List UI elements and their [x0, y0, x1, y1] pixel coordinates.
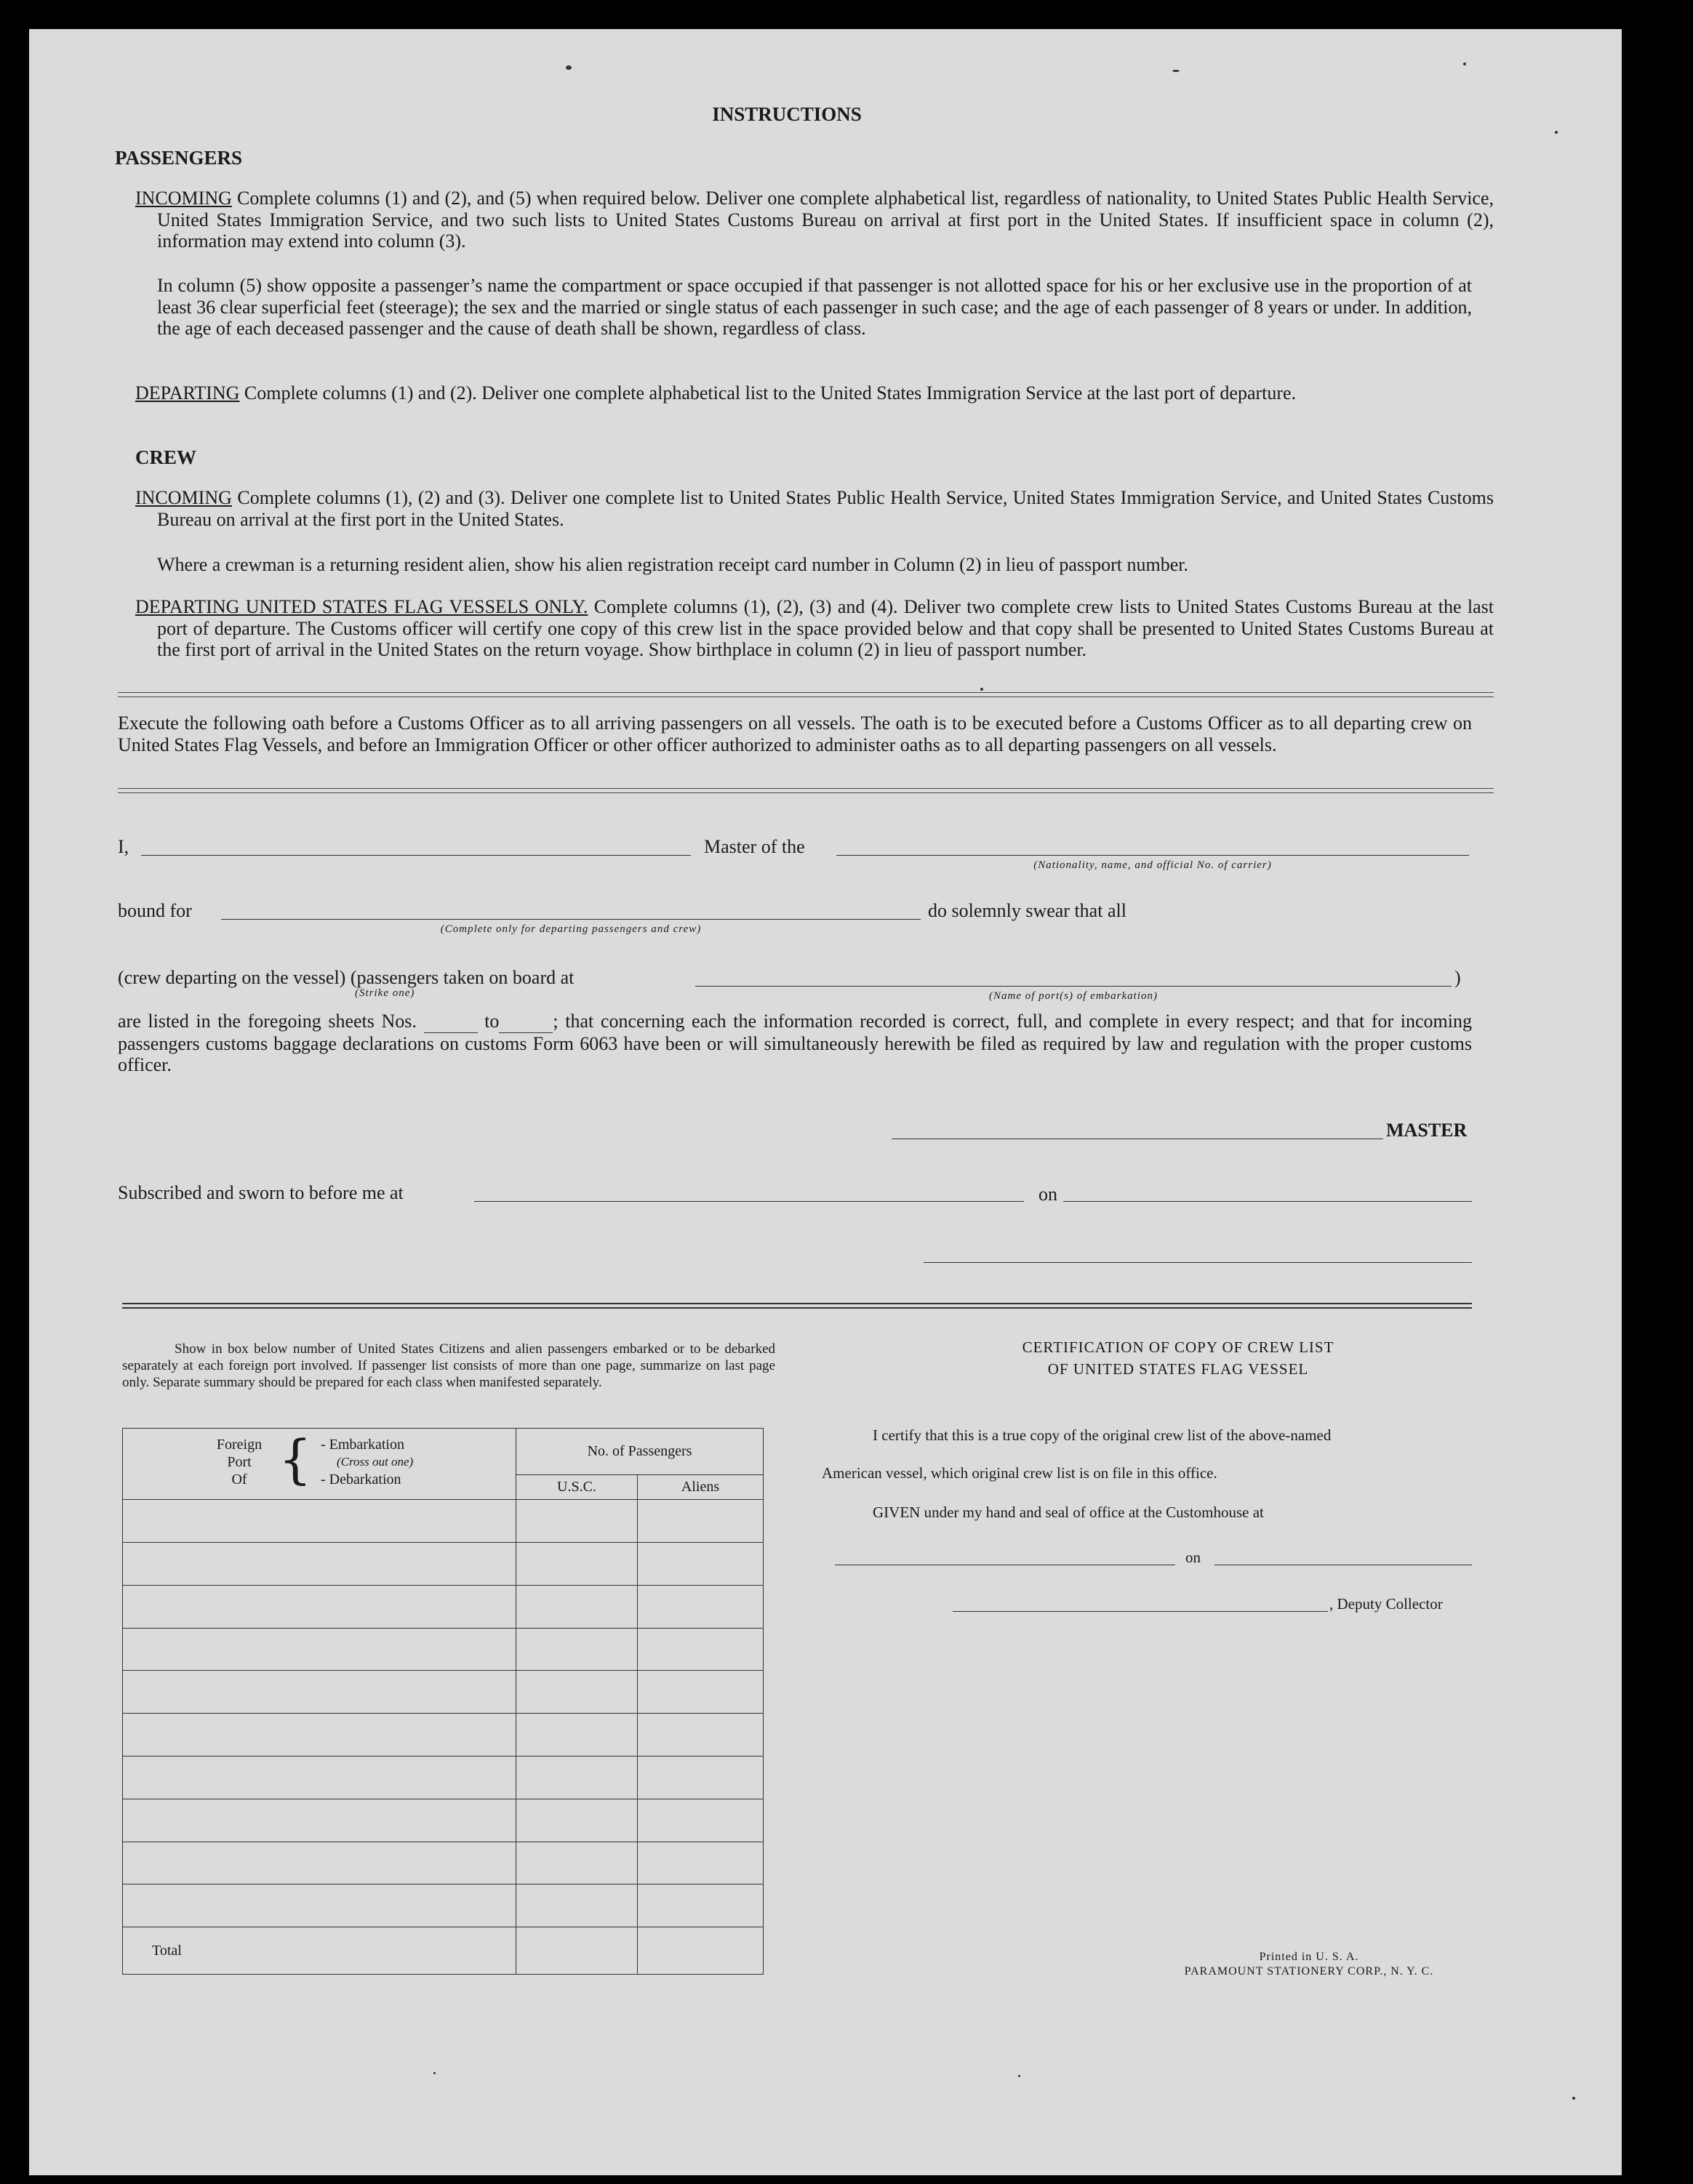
- table-row: [123, 1842, 764, 1884]
- debarkation-label: - Debarkation: [321, 1472, 401, 1488]
- crew-incoming-paragraph: [135, 487, 1494, 530]
- swear-text: do solemnly swear that all: [928, 900, 1126, 921]
- port-cell[interactable]: [123, 1756, 516, 1799]
- table-row: [123, 1500, 764, 1543]
- aliens-cell[interactable]: [638, 1884, 764, 1927]
- certify-on-label: on: [1185, 1549, 1201, 1566]
- certification-title-line2: OF UNITED STATES FLAG VESSEL: [1047, 1360, 1309, 1378]
- aliens-cell[interactable]: [638, 1799, 764, 1842]
- aliens-cell[interactable]: [638, 1756, 764, 1799]
- port-cell[interactable]: [123, 1842, 516, 1884]
- port-cell[interactable]: [123, 1714, 516, 1757]
- passengers-departing-paragraph: [135, 382, 1494, 404]
- port-cell[interactable]: [123, 1884, 516, 1927]
- usc-cell[interactable]: [516, 1543, 638, 1586]
- usc-cell[interactable]: [516, 1799, 638, 1842]
- aliens-cell[interactable]: [638, 1671, 764, 1714]
- master-label: MASTER: [1386, 1120, 1468, 1141]
- aliens-cell[interactable]: [638, 1543, 764, 1586]
- port-label: Port: [227, 1454, 252, 1470]
- summary-instructions: Show in box below number of United States Citizens and alien passengers embarked or to be debarked separately at each foreign port involved. If passenger list consists of more than one page, summarize on last page only. Separate summary should be prepared for each class when manifested separately.: [122, 1341, 775, 1390]
- aliens-cell[interactable]: [638, 1585, 764, 1628]
- sheets-to-label: to: [484, 1011, 500, 1032]
- cross-out-label: (Cross out one): [337, 1455, 414, 1469]
- certify-line2: American vessel, which original crew list is on file in this office.: [822, 1464, 1217, 1482]
- usc-cell[interactable]: [516, 1500, 638, 1543]
- subscribed-place-line[interactable]: [474, 1201, 1024, 1202]
- table-row: [123, 1671, 764, 1714]
- crew-incoming-lead: INCOMING: [135, 487, 232, 508]
- bound-for-line[interactable]: [221, 919, 921, 920]
- usc-cell[interactable]: [516, 1628, 638, 1671]
- sheet-to-line[interactable]: [499, 1011, 553, 1033]
- table-row: [123, 1543, 764, 1586]
- sheet-from-line[interactable]: [424, 1011, 478, 1033]
- usc-cell[interactable]: [516, 1842, 638, 1884]
- table-row: [123, 1585, 764, 1628]
- certify-line1: I certify that this is a true copy of the original crew list of the above-named: [873, 1426, 1332, 1444]
- subscribed-date-line[interactable]: [1063, 1201, 1472, 1202]
- deputy-signature-line[interactable]: [953, 1611, 1328, 1612]
- passengers-heading: PASSENGERS: [115, 147, 243, 169]
- table-row: [123, 1799, 764, 1842]
- certify-line3: GIVEN under my hand and seal of office at the Customhouse at: [873, 1503, 1264, 1521]
- total-usc-cell[interactable]: [516, 1927, 638, 1975]
- port-cell[interactable]: [123, 1585, 516, 1628]
- subscribed-on-label: on: [1038, 1184, 1057, 1205]
- usc-cell[interactable]: [516, 1585, 638, 1628]
- embarkation-label: - Embarkation: [321, 1437, 404, 1453]
- oath-intro-paragraph: Execute the following oath before a Customs Officer as to all arriving passengers on all vessels. The oath is to be executed before a Customs Officer as to all departing crew on United States Flag Vessels, and before an Immigration Officer or other officer authorized to administer oaths as to all departing passengers on all vessels.: [118, 712, 1472, 755]
- table-row: [123, 1756, 764, 1799]
- strike-one-caption: (Strike one): [355, 987, 415, 999]
- foregoing-sheets-paragraph: [118, 1011, 1472, 1076]
- usc-cell[interactable]: [516, 1714, 638, 1757]
- total-aliens-cell[interactable]: [638, 1927, 764, 1975]
- port-cell[interactable]: [123, 1543, 516, 1586]
- section-divider: [118, 692, 1494, 697]
- crew-departing-lead: DEPARTING UNITED STATES FLAG VESSELS ONLY.: [135, 596, 588, 617]
- total-row: [123, 1927, 764, 1975]
- sheets-declaration-text: ; that concerning each the information recorded is correct, full, and complete in every respect; and that for incoming passengers customs baggage declarations on customs Form 6063 have been or will simultaneously herewith be filed as required by law and regulation with the proper customs officer.: [118, 1011, 1472, 1075]
- brace-icon: {: [279, 1429, 312, 1490]
- certification-title-line1: CERTIFICATION OF COPY OF CREW LIST: [1022, 1338, 1334, 1356]
- passengers-incoming-paragraph: [135, 188, 1494, 252]
- port-cell[interactable]: [123, 1628, 516, 1671]
- aliens-cell[interactable]: [638, 1628, 764, 1671]
- table-row: [123, 1628, 764, 1671]
- aliens-cell[interactable]: [638, 1842, 764, 1884]
- printer-imprint: [1149, 1950, 1469, 1979]
- oath-i-label: I,: [118, 836, 129, 857]
- master-name-line[interactable]: [141, 855, 691, 856]
- section-divider-bold: [122, 1303, 1472, 1309]
- subscribed-label: Subscribed and sworn to before me at: [118, 1182, 404, 1203]
- bound-for-caption: (Complete only for departing passengers and crew): [440, 923, 702, 935]
- port-cell[interactable]: [123, 1799, 516, 1842]
- passengers-departing-text: Complete columns (1) and (2). Deliver one complete alphabetical list to the United States Immigration Service at the last port of departure.: [239, 382, 1297, 404]
- form-page: [29, 29, 1622, 2175]
- crew-departing-paragraph: [135, 596, 1494, 661]
- crew-heading: CREW: [135, 446, 197, 468]
- aliens-header: Aliens: [638, 1474, 764, 1500]
- crew-departing-text: (crew departing on the vessel) (passengers taken on board at: [118, 967, 575, 988]
- total-label: Total: [123, 1927, 516, 1975]
- printer-line2: PARAMOUNT STATIONERY CORP., N. Y. C.: [1184, 1965, 1434, 1978]
- port-cell[interactable]: [123, 1500, 516, 1543]
- column5-paragraph: In column (5) show opposite a passenger’s name the compartment or space occupied if that passenger is not allotted space for his or her exclusive use in the proportion of at least 36 clear superficial feet (steerage); the sex and the married or single status of each passenger in such case; and the age of each passenger of 8 years or under. In addition, the age of each deceased passenger and the cause of death shall be shown, regardless of class.: [157, 275, 1472, 339]
- certification-title: [851, 1336, 1505, 1380]
- port-cell[interactable]: [123, 1671, 516, 1714]
- printer-line1: Printed in U. S. A.: [1259, 1951, 1359, 1963]
- sheets-label: are listed in the foregoing sheets Nos.: [118, 1011, 417, 1032]
- crew-departing-text: Complete columns (1), (2), (3) and (4). Deliver two complete crew lists to United States Customs Bureau at the last port of departure. The Customs officer will certify one copy of this crew list in the space provided below and that copy shall be presented to United States Customs Bureau at the first port of arrival in the United States on the return voyage. Show birthplace in column (2) in lieu of passport number.: [157, 596, 1494, 660]
- usc-cell[interactable]: [516, 1884, 638, 1927]
- master-of-the-label: Master of the: [704, 836, 805, 857]
- carrier-line[interactable]: [836, 855, 1469, 856]
- usc-header: U.S.C.: [516, 1474, 638, 1500]
- usc-cell[interactable]: [516, 1671, 638, 1714]
- foreign-label: Foreign: [216, 1437, 263, 1453]
- ports-caption: (Name of port(s) of embarkation): [989, 990, 1158, 1002]
- officer-signature-line[interactable]: [924, 1262, 1472, 1263]
- passengers-departing-lead: DEPARTING: [135, 382, 240, 404]
- carrier-caption: (Nationality, name, and official No. of carrier): [1033, 859, 1272, 871]
- passengers-incoming-text: Complete columns (1) and (2), and (5) when required below. Deliver one complete alphabetical list, regardless of nationality, to United States Public Health Service, United States Immigration Service, and two such lists to United States Customs Bureau on arrival at first port in the United States. If insufficient space in column (2), information may extend into column (3).: [157, 188, 1494, 252]
- table-row: [123, 1714, 764, 1757]
- aliens-cell[interactable]: [638, 1714, 764, 1757]
- page-title: INSTRUCTIONS: [712, 103, 862, 125]
- deputy-collector-label: , Deputy Collector: [1329, 1595, 1443, 1613]
- table-row: [123, 1884, 764, 1927]
- usc-cell[interactable]: [516, 1756, 638, 1799]
- passenger-summary-table: [122, 1428, 764, 1975]
- bound-for-label: bound for: [118, 900, 192, 921]
- close-paren: ): [1454, 967, 1461, 988]
- ports-line[interactable]: [695, 986, 1452, 987]
- aliens-cell[interactable]: [638, 1500, 764, 1543]
- crew-incoming-text: Complete columns (1), (2) and (3). Deliver one complete list to United States Public Health Service, United States Immigration Service, and United States Customs Bureau on arrival at the first port in the United States.: [157, 487, 1494, 530]
- section-divider: [118, 788, 1494, 793]
- of-label: Of: [231, 1472, 247, 1488]
- foreign-port-header: [123, 1429, 516, 1500]
- no-passengers-header: No. of Passengers: [516, 1429, 764, 1475]
- returning-alien-paragraph: Where a crewman is a returning resident alien, show his alien registration receipt card number in Column (2) in lieu of passport number.: [157, 554, 1189, 575]
- passengers-incoming-lead: INCOMING: [135, 188, 232, 209]
